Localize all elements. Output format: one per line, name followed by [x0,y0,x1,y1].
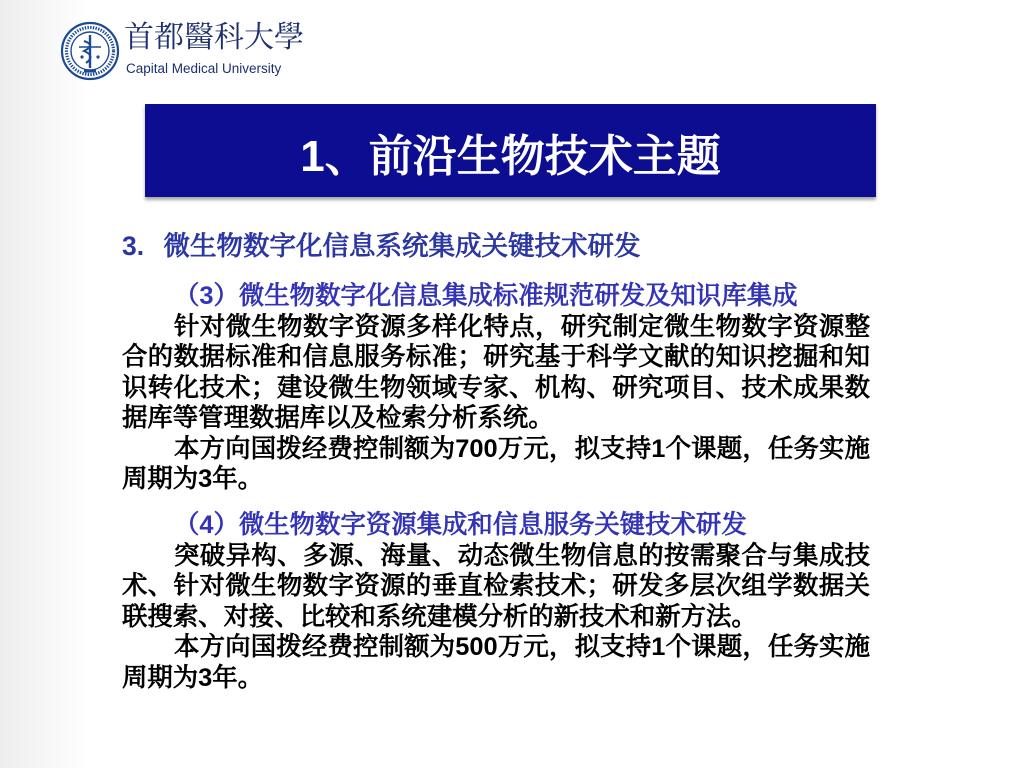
logo-name-chinese: 首都醫科大學 [124,20,304,55]
description-line: 合的数据标准和信息服务标准；研究基于科学文献的知识挖掘和知 [122,343,870,371]
funding-line: 本方向国拨经费控制额为700万元，拟支持1个课题，任务实施 [174,434,870,463]
funding-line: 本方向国拨经费控制额为500万元，拟支持1个课题，任务实施 [174,633,870,661]
description-line: 识转化技术；建设微生物领域专家、机构、研究项目、技术成果数 [122,373,870,402]
funding-line: 周期为3年。 [122,663,264,692]
left-edge-shade [0,0,90,768]
topic-block-3 [122,281,870,495]
slide-title: 1、前沿生物技术主题 [300,132,721,181]
title-bar [145,104,876,197]
description-line: 针对微生物数字资源多样化特点，研究制定微生物数字资源整 [174,312,870,341]
university-emblem-icon [60,21,120,81]
topic-subheading: （3）微生物数字化信息集成标准规范研发及知识库集成 [174,282,798,310]
description-line: 突破异构、多源、海量、动态微生物信息的按需聚合与集成技 [174,541,870,570]
section-heading: 3. 微生物数字化信息系统集成关键技术研发 [122,231,641,261]
logo-name-english: Capital Medical University [126,61,282,76]
description-line: 术、针对微生物数字资源的垂直检索技术；研发多层次组学数据关 [122,572,870,600]
description-line: 据库等管理数据库以及检索分析系统。 [122,404,554,432]
description-line: 联搜索、对接、比较和系统建模分析的新技术和新方法。 [122,602,757,631]
funding-line: 周期为3年。 [122,465,264,493]
topic-block-4 [122,510,870,693]
topic-subheading: （4）微生物数字资源集成和信息服务关键技术研发 [174,511,747,539]
